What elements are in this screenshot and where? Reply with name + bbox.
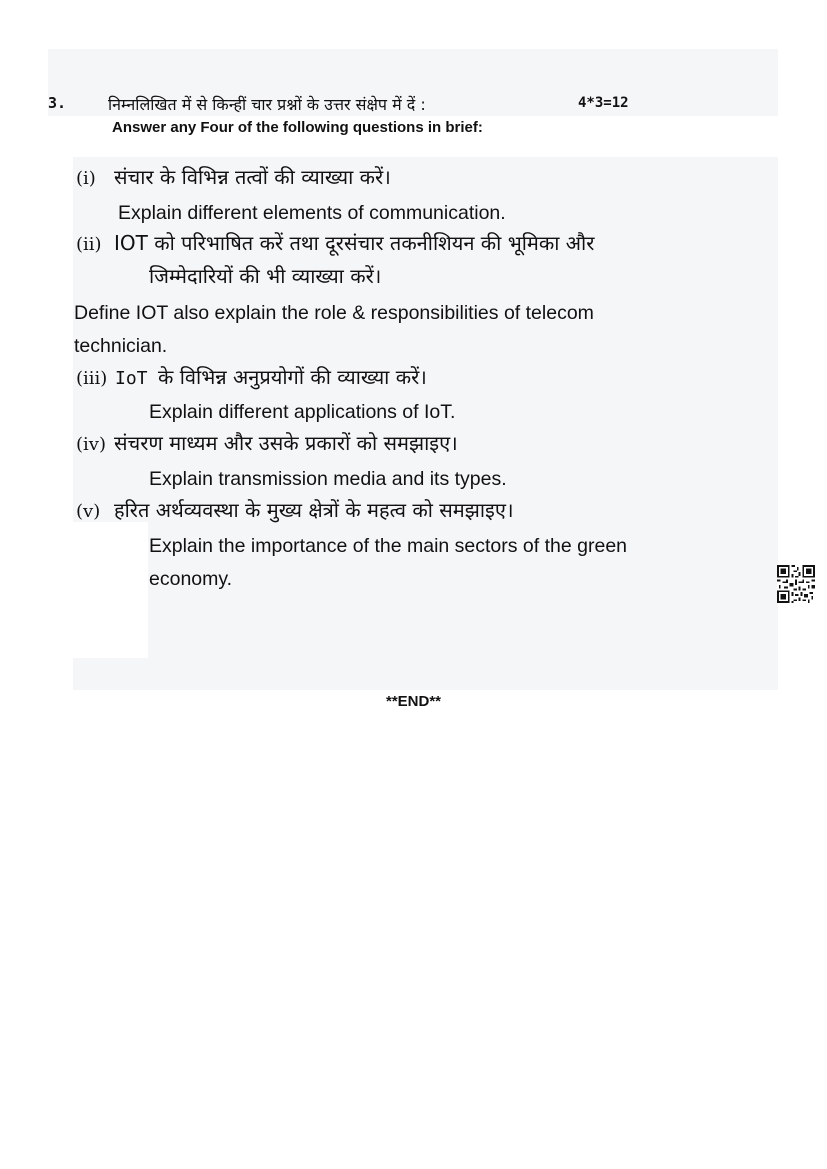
item-5-number: (v) <box>76 501 101 522</box>
question-number: 3. <box>48 94 67 112</box>
question-instruction-hindi: निम्नलिखित में से किन्हीं चार प्रश्नों के उत्तर संक्षेप में दें : <box>108 95 426 114</box>
qr-code-icon <box>777 565 815 603</box>
item-3-english: Explain different applications of IoT. <box>149 401 456 423</box>
item-2-english-line2: technician. <box>74 335 168 357</box>
item-5-english-line2: economy. <box>149 568 233 590</box>
end-marker: **END** <box>385 693 442 710</box>
item-2-hindi-line1: IOT को परिभाषित करें तथा दूरसंचार तकनीशियन की भूमिका और <box>114 231 595 255</box>
item-5-hindi: हरित अर्थव्यवस्था के मुख्य क्षेत्रों के महत्व को समझाइए। <box>114 498 514 522</box>
question-instruction-english: Answer any Four of the following questions in brief: <box>112 119 483 136</box>
item-2-number: (ii) <box>76 234 102 255</box>
margin-gap <box>73 522 148 658</box>
item-4-number: (iv) <box>76 434 106 455</box>
item-3-hindi: के विभिन्न अनुप्रयोगों की व्याख्या करें। <box>158 365 427 389</box>
item-3-number: (iii) <box>76 368 108 389</box>
item-2-hindi-line2: जिम्मेदारियों की भी व्याख्या करें। <box>149 264 382 288</box>
item-3-iot: IoT <box>115 368 148 389</box>
item-1-english: Explain different elements of communication. <box>118 202 506 224</box>
item-4-english: Explain transmission media and its types. <box>149 468 507 490</box>
item-1-hindi: संचार के विभिन्न तत्वों की व्याख्या करें। <box>114 165 391 189</box>
item-1-number: (i) <box>76 168 96 189</box>
item-5-english-line1: Explain the importance of the main sectors of the green <box>149 535 628 557</box>
item-2-english-line1: Define IOT also explain the role & responsibilities of telecom <box>74 302 594 324</box>
question-marks: 4*3=12 <box>578 95 629 111</box>
item-4-hindi: संचरण माध्यम और उसके प्रकारों को समझाइए। <box>114 431 458 455</box>
